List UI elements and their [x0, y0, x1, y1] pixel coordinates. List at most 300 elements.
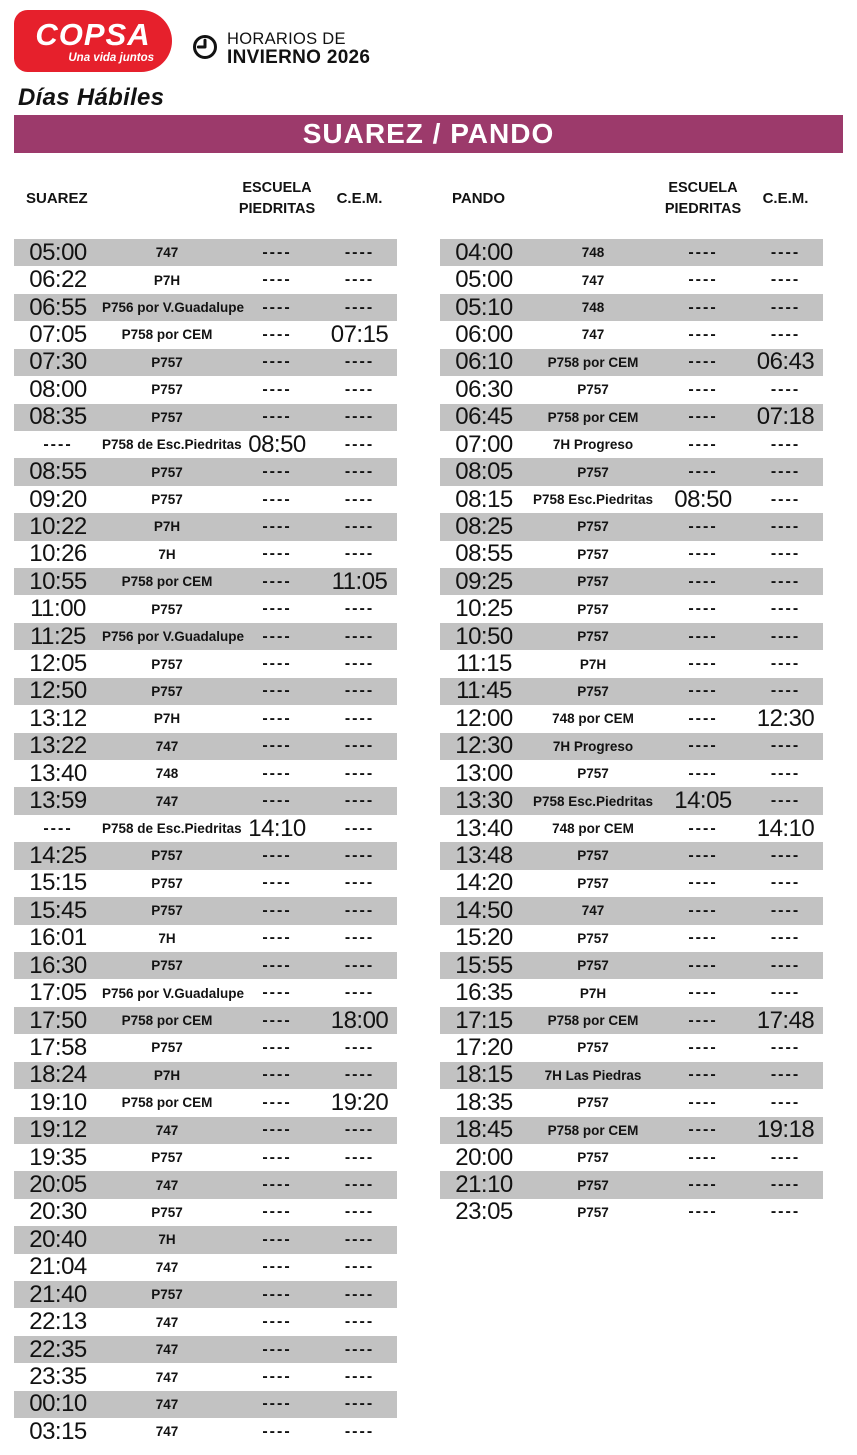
school-cell: ---- [262, 984, 292, 1002]
route-cell: 747 [155, 245, 179, 261]
table-row [14, 568, 397, 595]
route-cell: P7H [579, 656, 607, 672]
escuela-line: ESCUELA [668, 180, 738, 196]
table-row [14, 678, 397, 705]
school-cell: ---- [262, 1038, 292, 1056]
table-row [440, 760, 823, 787]
cem-cell: ---- [344, 1230, 375, 1248]
time-cell: 08:55 [29, 458, 87, 486]
cem-cell: 11:05 [331, 567, 388, 595]
route-cell: P758 Esc.Piedritas [532, 793, 654, 809]
time-cell: 23:05 [455, 1198, 513, 1226]
school-cell: ---- [262, 901, 292, 919]
table-row [440, 431, 823, 458]
time-cell: 23:35 [29, 1363, 87, 1391]
time-cell: 10:26 [29, 540, 87, 568]
column-header-stop: PANDO [452, 190, 506, 207]
cem-cell: ---- [344, 463, 375, 481]
school-cell: ---- [262, 353, 292, 371]
season-line2: INVIERNO 2026 [227, 47, 371, 69]
route-cell: 748 [581, 300, 605, 316]
cem-cell: ---- [344, 737, 375, 755]
school-cell: ---- [262, 463, 292, 481]
route-cell: 747 [581, 327, 605, 343]
table-row [440, 568, 823, 595]
school-cell: ---- [688, 435, 718, 453]
table-row [440, 842, 823, 869]
cem-cell: ---- [344, 517, 375, 535]
time-cell: 13:30 [455, 787, 513, 815]
cem-cell: 07:15 [330, 320, 389, 348]
time-cell: 08:55 [455, 540, 513, 568]
time-cell: 10:55 [29, 567, 87, 595]
time-cell: 14:25 [29, 842, 87, 869]
route-cell: 747 [155, 1369, 179, 1385]
school-cell: ---- [262, 490, 292, 508]
table-row [14, 1089, 397, 1116]
table-row [14, 431, 397, 458]
cem-cell: ---- [344, 1395, 375, 1413]
cem-cell: ---- [770, 325, 801, 343]
time-cell: 14:20 [455, 869, 513, 897]
table-row [440, 1117, 823, 1144]
school-cell: ---- [688, 1011, 718, 1029]
school-cell: ---- [262, 682, 292, 700]
school-cell: 08:50 [248, 430, 306, 458]
cem-cell: 07:18 [756, 403, 815, 431]
table-row [14, 1144, 397, 1171]
time-cell: 07:00 [455, 430, 513, 458]
school-cell: ---- [688, 545, 718, 563]
time-cell: 06:22 [29, 266, 87, 294]
time-cell: 17:15 [455, 1006, 513, 1034]
time-cell: 13:00 [455, 759, 513, 787]
school-cell: ---- [688, 709, 718, 727]
table-row [440, 458, 823, 485]
cem-cell: 14:10 [756, 814, 815, 842]
cem-cell: ---- [770, 545, 801, 563]
time-cell: 06:55 [29, 293, 87, 321]
time-cell: 18:24 [29, 1061, 87, 1089]
route-cell: P758 de Esc.Piedritas [102, 821, 242, 837]
school-cell: ---- [262, 764, 292, 782]
cem-cell: ---- [770, 627, 801, 645]
route-cell: 7H [158, 1232, 176, 1248]
table-row [14, 595, 397, 622]
time-cell: 14:50 [455, 896, 513, 924]
cem-cell: ---- [344, 1038, 375, 1056]
table-row [440, 733, 823, 760]
column-header-cem: C.E.M. [762, 190, 809, 207]
piedritas-line: PIEDRITAS [238, 201, 316, 218]
time-cell: 15:55 [455, 951, 513, 979]
school-cell: ---- [262, 243, 292, 261]
pando-table-rows [440, 239, 823, 1226]
time-cell: 16:30 [29, 951, 87, 979]
school-cell: ---- [688, 408, 718, 426]
table-row [14, 650, 397, 677]
route-cell: P757 [577, 958, 609, 974]
school-cell: ---- [262, 709, 292, 727]
route-cell: P757 [577, 382, 609, 398]
route-cell: P757 [577, 875, 609, 891]
time-cell: 05:00 [455, 266, 513, 294]
route-cell: P757 [151, 492, 183, 507]
time-cell: 12:30 [455, 732, 513, 760]
table-row [14, 458, 397, 485]
route-cell: P7H [153, 711, 181, 727]
cem-cell: ---- [770, 298, 801, 316]
cem-cell: ---- [344, 271, 375, 289]
school-cell: ---- [688, 1093, 718, 1111]
table-row [14, 1199, 397, 1226]
cem-cell: ---- [770, 1203, 801, 1221]
route-cell: 748 por CEM [552, 711, 634, 727]
cem-cell: ---- [344, 1313, 375, 1331]
route-cell: 747 [155, 1424, 179, 1440]
route-banner [14, 115, 843, 153]
cem-cell: ---- [344, 1285, 375, 1303]
school-cell: ---- [262, 600, 292, 618]
route-cell: P757 [577, 848, 609, 864]
time-cell: 13:59 [29, 787, 87, 815]
route-cell: P758 por CEM [121, 1095, 213, 1111]
route-cell: P7H [579, 985, 607, 1001]
cem-cell: ---- [770, 792, 801, 810]
table-row [14, 349, 397, 376]
route-cell: P758 por CEM [121, 1013, 213, 1029]
time-cell: 08:15 [455, 485, 513, 513]
school-cell: ---- [262, 929, 292, 947]
table-row [14, 294, 397, 321]
school-cell: ---- [688, 819, 718, 837]
time-cell: 22:13 [29, 1308, 87, 1336]
route-cell: P758 por CEM [121, 327, 213, 343]
table-row [14, 1007, 397, 1034]
cem-cell: ---- [770, 737, 801, 755]
logo-tagline: Una vida juntos [68, 51, 154, 64]
cem-cell: 12:30 [756, 704, 815, 732]
school-cell: ---- [262, 408, 292, 426]
cem-cell: ---- [344, 243, 375, 261]
route-cell: P757 [577, 464, 609, 480]
season-line1: HORARIOS DE [227, 30, 346, 48]
route-cell: 747 [155, 738, 179, 754]
school-cell: ---- [688, 846, 718, 864]
time-cell: ---- [43, 819, 73, 837]
table-row [14, 513, 397, 540]
school-cell: ---- [688, 1121, 718, 1139]
time-cell: 20:30 [29, 1198, 87, 1226]
route-cell: 747 [581, 903, 605, 919]
route-cell: P757 [151, 354, 183, 370]
time-cell: 20:00 [455, 1143, 513, 1171]
time-cell: 11:25 [30, 622, 86, 650]
school-cell: ---- [262, 1148, 292, 1166]
route-cell: P757 [577, 601, 609, 617]
route-cell: P757 [151, 875, 183, 891]
time-cell: 13:22 [29, 732, 87, 760]
cem-cell: ---- [344, 984, 375, 1002]
cem-cell: ---- [344, 709, 375, 727]
school-cell: ---- [688, 1066, 718, 1084]
cem-cell: ---- [344, 435, 375, 453]
route-cell: 747 [155, 1177, 179, 1193]
school-cell: ---- [688, 1148, 718, 1166]
school-cell: ---- [262, 298, 292, 316]
table-row [14, 541, 397, 568]
table-row [14, 266, 397, 293]
cem-cell: ---- [770, 655, 801, 673]
school-cell: ---- [262, 956, 292, 974]
school-cell: 14:10 [248, 814, 306, 842]
time-cell: 17:50 [29, 1006, 87, 1034]
route-cell: 747 [155, 1396, 179, 1412]
time-cell: 12:00 [455, 704, 513, 732]
time-cell: 12:05 [29, 650, 87, 678]
route-cell: 7H Progreso [552, 738, 634, 754]
school-cell: ---- [688, 655, 718, 673]
table-row [440, 266, 823, 293]
route-cell: 7H Las Piedras [544, 1067, 642, 1083]
route-cell: P757 [151, 464, 183, 480]
school-cell: ---- [262, 1340, 292, 1358]
time-cell: 08:00 [29, 375, 87, 403]
school-cell: ---- [688, 271, 718, 289]
time-cell: 22:35 [29, 1335, 87, 1363]
time-cell: 13:40 [29, 759, 87, 787]
time-cell: 07:05 [29, 320, 87, 348]
time-cell: 08:35 [29, 403, 87, 431]
time-cell: 03:15 [29, 1417, 87, 1445]
school-cell: ---- [688, 463, 718, 481]
time-cell: 06:10 [455, 348, 513, 376]
cem-cell: ---- [770, 380, 801, 398]
table-row [440, 349, 823, 376]
school-cell: ---- [262, 1395, 292, 1413]
school-cell: ---- [262, 1313, 292, 1331]
table-row [14, 760, 397, 787]
table-row [440, 897, 823, 924]
school-cell: ---- [262, 874, 292, 892]
time-cell: 10:50 [455, 622, 513, 650]
school-cell: ---- [688, 517, 718, 535]
cem-cell: ---- [344, 1368, 375, 1385]
time-cell: 19:10 [29, 1088, 87, 1116]
school-cell: ---- [688, 600, 718, 618]
table-row [440, 1199, 823, 1226]
time-cell: 10:25 [455, 595, 513, 623]
route-cell: P7H [153, 272, 181, 288]
clock-icon [192, 34, 218, 65]
cem-cell: ---- [344, 1148, 375, 1166]
time-cell: 15:45 [29, 896, 87, 924]
table-row [14, 897, 397, 924]
time-cell: 05:10 [455, 293, 513, 321]
school-cell: ---- [262, 627, 292, 645]
school-cell: ---- [262, 846, 292, 864]
time-cell: 07:30 [29, 348, 87, 376]
cem-cell: ---- [344, 1176, 375, 1194]
school-cell: ---- [262, 792, 292, 810]
time-cell: ---- [43, 435, 73, 453]
route-cell: P757 [577, 683, 609, 699]
time-cell: 21:04 [29, 1253, 87, 1281]
table-row [14, 815, 397, 842]
route-cell: P757 [577, 1040, 609, 1056]
time-cell: 06:45 [455, 403, 513, 431]
school-cell: ---- [262, 1121, 292, 1139]
table-row [440, 294, 823, 321]
table-row [440, 925, 823, 952]
route-cell: 747 [155, 1314, 179, 1330]
cem-cell: ---- [344, 1422, 375, 1440]
route-cell: P757 [151, 656, 183, 672]
cem-cell: ---- [344, 380, 375, 398]
cem-cell: ---- [344, 819, 375, 837]
school-cell: ---- [688, 627, 718, 645]
table-row [440, 486, 823, 513]
route-cell: P757 [151, 958, 183, 974]
cem-cell: ---- [344, 792, 375, 810]
time-cell: 18:35 [455, 1088, 513, 1116]
cem-cell: ---- [770, 984, 801, 1002]
time-cell: 17:58 [29, 1033, 87, 1061]
route-cell: 748 [581, 245, 605, 261]
school-cell: ---- [262, 325, 292, 343]
school-cell: ---- [688, 325, 718, 343]
cem-cell: ---- [344, 298, 375, 316]
table-row [440, 870, 823, 897]
cem-cell: ---- [344, 600, 375, 618]
cem-cell: 19:18 [756, 1116, 815, 1144]
route-cell: P757 [151, 1040, 183, 1056]
time-cell: 16:01 [29, 924, 87, 952]
table-row [440, 1144, 823, 1171]
cem-cell: ---- [344, 655, 375, 673]
school-cell: ---- [262, 1368, 292, 1385]
table-row [14, 705, 397, 732]
school-cell: ---- [688, 380, 718, 398]
school-cell: ---- [688, 901, 718, 919]
route-cell: P757 [151, 1287, 183, 1303]
table-row [14, 1363, 397, 1390]
cem-cell: ---- [344, 1258, 375, 1276]
route-cell: P758 por CEM [547, 1013, 639, 1029]
route-cell: P756 por V.Guadalupe [102, 300, 245, 316]
school-cell: ---- [262, 1093, 292, 1111]
table-row [440, 321, 823, 348]
table-row [440, 979, 823, 1006]
time-cell: 19:12 [29, 1116, 87, 1144]
time-cell: 06:00 [455, 320, 513, 348]
table-row [14, 1418, 397, 1445]
school-cell: ---- [688, 984, 718, 1002]
route-cell: P758 por CEM [547, 354, 639, 370]
table-row [440, 376, 823, 403]
table-row [14, 1281, 397, 1308]
time-cell: 08:05 [455, 458, 513, 486]
cem-cell: ---- [770, 271, 801, 289]
route-cell: P757 [151, 848, 183, 864]
route-cell: P758 por CEM [547, 1122, 639, 1138]
time-cell: 09:25 [455, 567, 513, 595]
cem-cell: ---- [770, 682, 801, 700]
table-row [14, 1308, 397, 1335]
route-cell: P758 de Esc.Piedritas [102, 437, 242, 453]
cem-cell: ---- [770, 517, 801, 535]
route-cell: 7H [158, 930, 176, 946]
table-row [440, 952, 823, 979]
table-row [14, 979, 397, 1006]
table-row [440, 678, 823, 705]
table-row [440, 595, 823, 622]
table-row [14, 239, 397, 266]
school-cell: ---- [262, 572, 292, 590]
route-cell: P757 [151, 1204, 183, 1220]
table-row [14, 1391, 397, 1418]
table-row [14, 623, 397, 650]
time-cell: 09:20 [29, 485, 87, 513]
time-cell: 04:00 [455, 238, 513, 266]
table-row [440, 1062, 823, 1089]
cem-cell: ---- [770, 764, 801, 782]
school-cell: ---- [688, 874, 718, 892]
column-header-escuela-piedritas [658, 178, 748, 220]
school-cell: ---- [688, 929, 718, 947]
route-cell: P758 Esc.Piedritas [532, 492, 654, 507]
table-row [440, 404, 823, 431]
table-row [440, 239, 823, 266]
cem-cell: ---- [770, 1093, 801, 1111]
school-cell: ---- [262, 737, 292, 755]
school-cell: ---- [688, 353, 718, 371]
school-cell: ---- [262, 1176, 292, 1194]
route-cell: 747 [155, 1122, 179, 1138]
table-row [440, 623, 823, 650]
cem-cell: ---- [770, 929, 801, 947]
time-cell: 11:45 [456, 677, 512, 705]
time-cell: 12:50 [29, 677, 87, 705]
column-header-escuela-piedritas [232, 178, 322, 220]
table-row [14, 1117, 397, 1144]
route-cell: 7H [158, 546, 176, 562]
time-cell: 19:35 [29, 1143, 87, 1171]
suarez-table-header [14, 172, 397, 230]
table-row [14, 952, 397, 979]
route-cell: P757 [151, 601, 183, 617]
route-cell: P757 [577, 1095, 609, 1111]
school-cell: 08:50 [674, 485, 732, 513]
school-cell: ---- [262, 1422, 292, 1440]
cem-cell: ---- [344, 1066, 375, 1084]
school-cell: ---- [688, 682, 718, 700]
column-header-cem: C.E.M. [336, 190, 383, 207]
cem-cell: ---- [344, 956, 375, 974]
route-cell: P7H [153, 1067, 181, 1083]
school-cell: ---- [688, 243, 718, 261]
route-cell: P757 [577, 574, 609, 590]
school-cell: ---- [262, 517, 292, 535]
table-row [14, 733, 397, 760]
time-cell: 08:25 [455, 512, 513, 540]
table-row [440, 541, 823, 568]
table-row [14, 486, 397, 513]
table-row [440, 815, 823, 842]
table-row [14, 404, 397, 431]
cem-cell: ---- [344, 490, 375, 508]
school-cell: ---- [688, 1176, 718, 1194]
